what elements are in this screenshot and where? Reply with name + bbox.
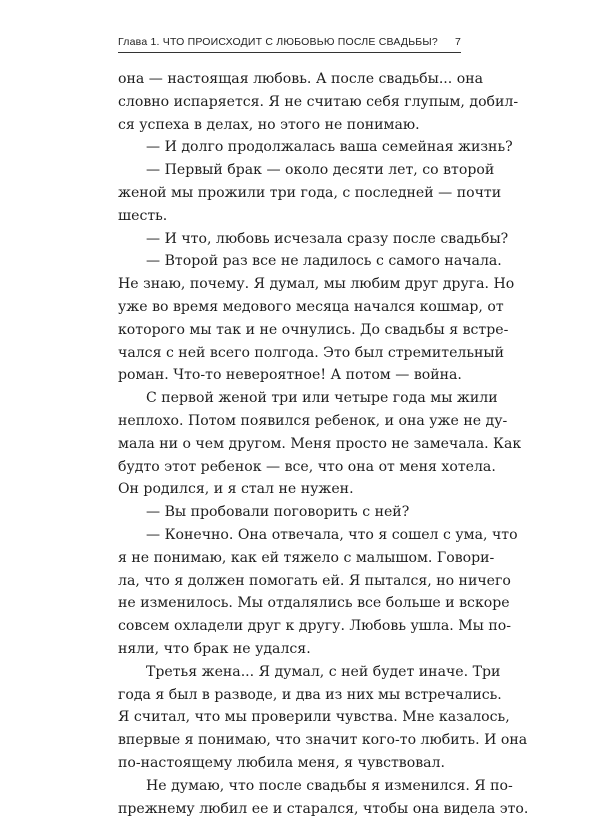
text-line: будто этот ребенок — все, что она от меня хотела. [118, 456, 475, 479]
running-head [118, 36, 461, 50]
text-line: Я считал, что мы проверили чувства. Мне казалось, [118, 706, 475, 729]
text-line: прежнему любил ее и старался, чтобы она видела это. [118, 798, 475, 820]
text-line: женой мы прожили три года, с последней — почти [118, 182, 475, 205]
text-line: уже во время медового месяца начался кошмар, от [118, 296, 475, 319]
text-line: совсем охладели друг к другу. Любовь ушла. Мы по- [118, 615, 475, 638]
text-line: шесть. [118, 205, 475, 228]
text-line: она — настоящая любовь. А после свадьбы... она [118, 68, 475, 91]
text-line: по-настоящему любила меня, я чувствовал. [118, 752, 475, 775]
text-line: Не думаю, что после свадьбы я изменился. Я по- [118, 775, 475, 798]
text-line: ла, что я должен помогать ей. Я пытался, но ничего [118, 570, 475, 593]
text-line: Третья жена... Я думал, с ней будет иначе. Три [118, 661, 475, 684]
body-text [118, 68, 475, 820]
header-rule [118, 52, 461, 53]
text-line: няли, что брак не удался. [118, 638, 475, 661]
chapter-title: Глава 1. ЧТО ПРОИСХОДИТ С ЛЮБОВЬЮ ПОСЛЕ СВАДЬБЫ? [118, 36, 438, 48]
text-line: словно испаряется. Я не считаю себя глупым, добил- [118, 91, 475, 114]
text-line: чался с ней всего полгода. Это был стремительный [118, 342, 475, 365]
text-line: С первой женой три или четыре года мы жили [118, 387, 475, 410]
page-number: 7 [455, 36, 461, 48]
text-line: Он родился, и я стал не нужен. [118, 478, 475, 501]
text-line: — Первый брак — около десяти лет, со второй [118, 159, 475, 182]
text-line: не изменилось. Мы отдалялись все больше и вскоре [118, 592, 475, 615]
text-line: я не понимаю, как ей тяжело с малышом. Говори- [118, 547, 475, 570]
text-line: года я был в разводе, и два из них мы встречались. [118, 684, 475, 707]
text-line: — И что, любовь исчезала сразу после свадьбы? [118, 228, 475, 251]
text-line: впервые я понимаю, что значит кого-то любить. И она [118, 729, 475, 752]
text-line: Не знаю, почему. Я думал, мы любим друг друга. Но [118, 273, 475, 296]
text-line: — Вы пробовали поговорить с ней? [118, 501, 475, 524]
text-line: — Второй раз все не ладилось с самого начала. [118, 250, 475, 273]
text-line: неплохо. Потом появился ребенок, и она уже не ду- [118, 410, 475, 433]
text-line: ся успеха в делах, но этого не понимаю. [118, 114, 475, 137]
text-line: которого мы так и не очнулись. До свадьбы я встре- [118, 319, 475, 342]
text-line: мала ни о чем другом. Меня просто не замечала. Как [118, 433, 475, 456]
text-line: — Конечно. Она отвечала, что я сошел с ума, что [118, 524, 475, 547]
text-line: роман. Что-то невероятное! А потом — война. [118, 364, 475, 387]
text-line: — И долго продолжалась ваша семейная жизнь? [118, 136, 475, 159]
